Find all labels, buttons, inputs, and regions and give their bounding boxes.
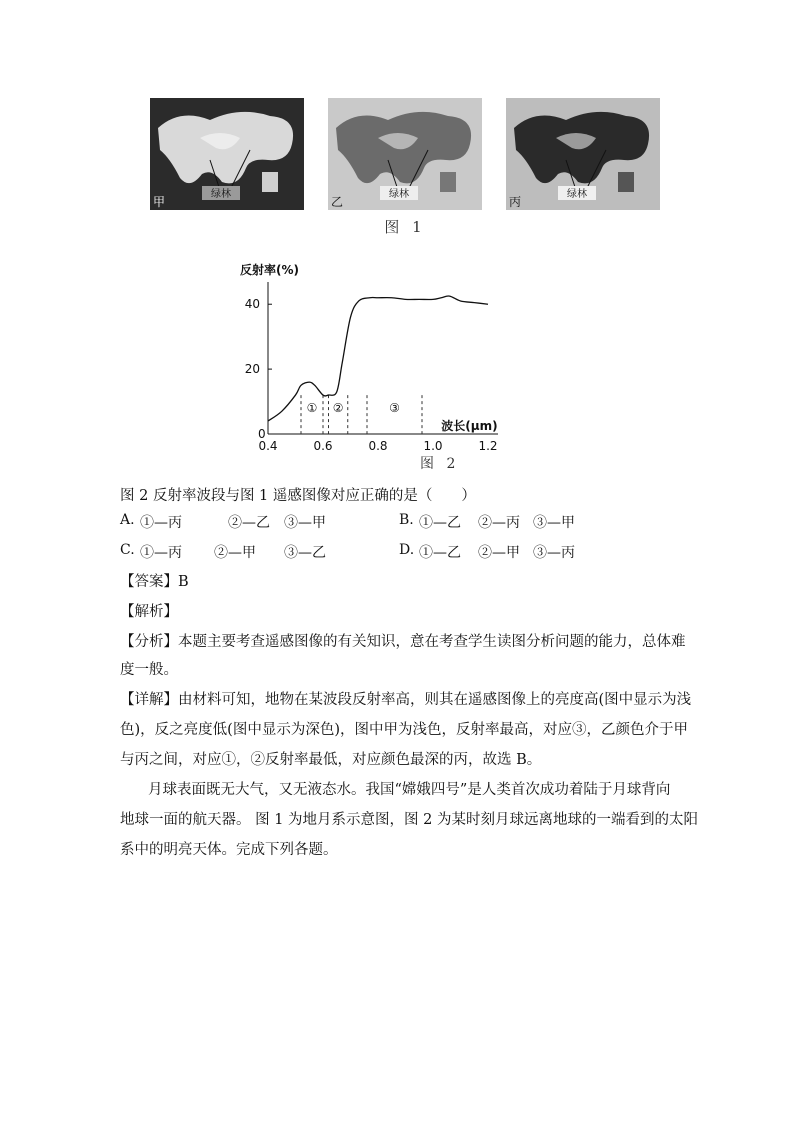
option-d-part-2: ②—甲 — [478, 545, 520, 561]
panel-yi-image — [328, 98, 482, 210]
y-tick-label: 20 — [244, 362, 260, 377]
option-d-part-3: ③—丙 — [533, 545, 575, 561]
detail-line-1: 【详解】由材料可知，地物在某波段反射率高，则其在遥感图像上的亮度高(图中显示为浅 — [120, 692, 692, 708]
figure-1-caption: 图 1 — [384, 218, 426, 236]
options — [120, 512, 700, 570]
detail-line-3: 与丙之间，对应①，②反射率最低，对应颜色最深的丙，故选 B。 — [120, 752, 542, 768]
x-tick-label: 1.0 — [423, 439, 443, 453]
analysis-heading: 【解析】 — [120, 604, 178, 620]
options-row-2 — [120, 542, 700, 570]
x-tick-label: 0.4 — [258, 439, 278, 453]
passage-line-3: 系中的明亮天体。完成下列各题。 — [120, 842, 338, 858]
figure-2-caption: 图 2 — [420, 456, 460, 472]
y-tick-label: 40 — [244, 297, 260, 312]
origin-label: 0 — [258, 427, 266, 441]
option-a-part-3: ③—甲 — [284, 515, 326, 531]
option-c-part-2: ②—甲 — [214, 545, 256, 561]
option-a-letter: A. — [120, 512, 135, 528]
option-b-part-3: ③—甲 — [533, 515, 575, 531]
panel-jia-tag: 绿林 — [211, 189, 231, 200]
panel-bing-label: 丙 — [509, 195, 522, 209]
option-a-part-1: ①—丙 — [140, 515, 182, 531]
band-label: ③ — [389, 401, 400, 415]
options-row-1 — [120, 512, 700, 540]
option-c-part-1: ①—丙 — [140, 545, 182, 561]
figure-1 — [150, 98, 660, 236]
option-d-letter: D. — [399, 542, 415, 558]
x-axis-label: 波长(μm) — [441, 419, 498, 433]
panel-bing — [506, 98, 660, 210]
x-tick-label: 0.8 — [368, 439, 388, 453]
panel-jia-image — [150, 98, 304, 210]
panel-jia-label: 甲 — [153, 195, 166, 209]
question-stem: 图 2 反射率波段与图 1 遥感图像对应正确的是（ ） — [120, 488, 476, 504]
panel-yi-label: 乙 — [331, 195, 344, 209]
detail-line-2: 色)，反之亮度低(图中显示为深色)，图中甲为浅色，反射率最高，对应③，乙颜色介于甲 — [120, 722, 688, 738]
option-d-part-1: ①—乙 — [419, 545, 461, 561]
passage-line-1: 月球表面既无大气，又无液态水。我国“嫦娥四号”是人类首次成功着陆于月球背向 — [148, 782, 671, 798]
x-tick-label: 1.2 — [478, 439, 498, 453]
panel-yi-tag: 绿林 — [389, 189, 409, 200]
option-b-letter: B. — [399, 512, 414, 528]
option-b-part-1: ①—乙 — [419, 515, 461, 531]
option-c-part-3: ③—乙 — [284, 545, 326, 561]
panel-yi — [328, 98, 482, 210]
analysis-line-2: 度一般。 — [120, 662, 178, 678]
analysis-line-1: 【分析】本题主要考查遥感图像的有关知识，意在考查学生读图分析问题的能力，总体难 — [120, 634, 686, 650]
answer: 【答案】B — [120, 574, 189, 590]
band-label: ② — [332, 401, 344, 415]
panel-bing-image — [506, 98, 660, 210]
panel-bing-tag: 绿林 — [567, 189, 587, 200]
option-c-letter: C. — [120, 542, 135, 558]
band-label: ① — [306, 401, 318, 415]
y-axis-label: 反射率(%) — [240, 263, 299, 277]
option-a-part-2: ②—乙 — [228, 515, 270, 531]
reflectance-chart — [230, 258, 520, 474]
x-tick-label: 0.6 — [313, 439, 333, 453]
passage-line-2: 地球一面的航天器。 图 1 为地月系示意图，图 2 为某时刻月球远离地球的一端看到的太阳 — [120, 812, 698, 828]
option-b-part-2: ②—丙 — [478, 515, 520, 531]
figure-2-chart — [230, 258, 520, 474]
panel-jia — [150, 98, 304, 210]
